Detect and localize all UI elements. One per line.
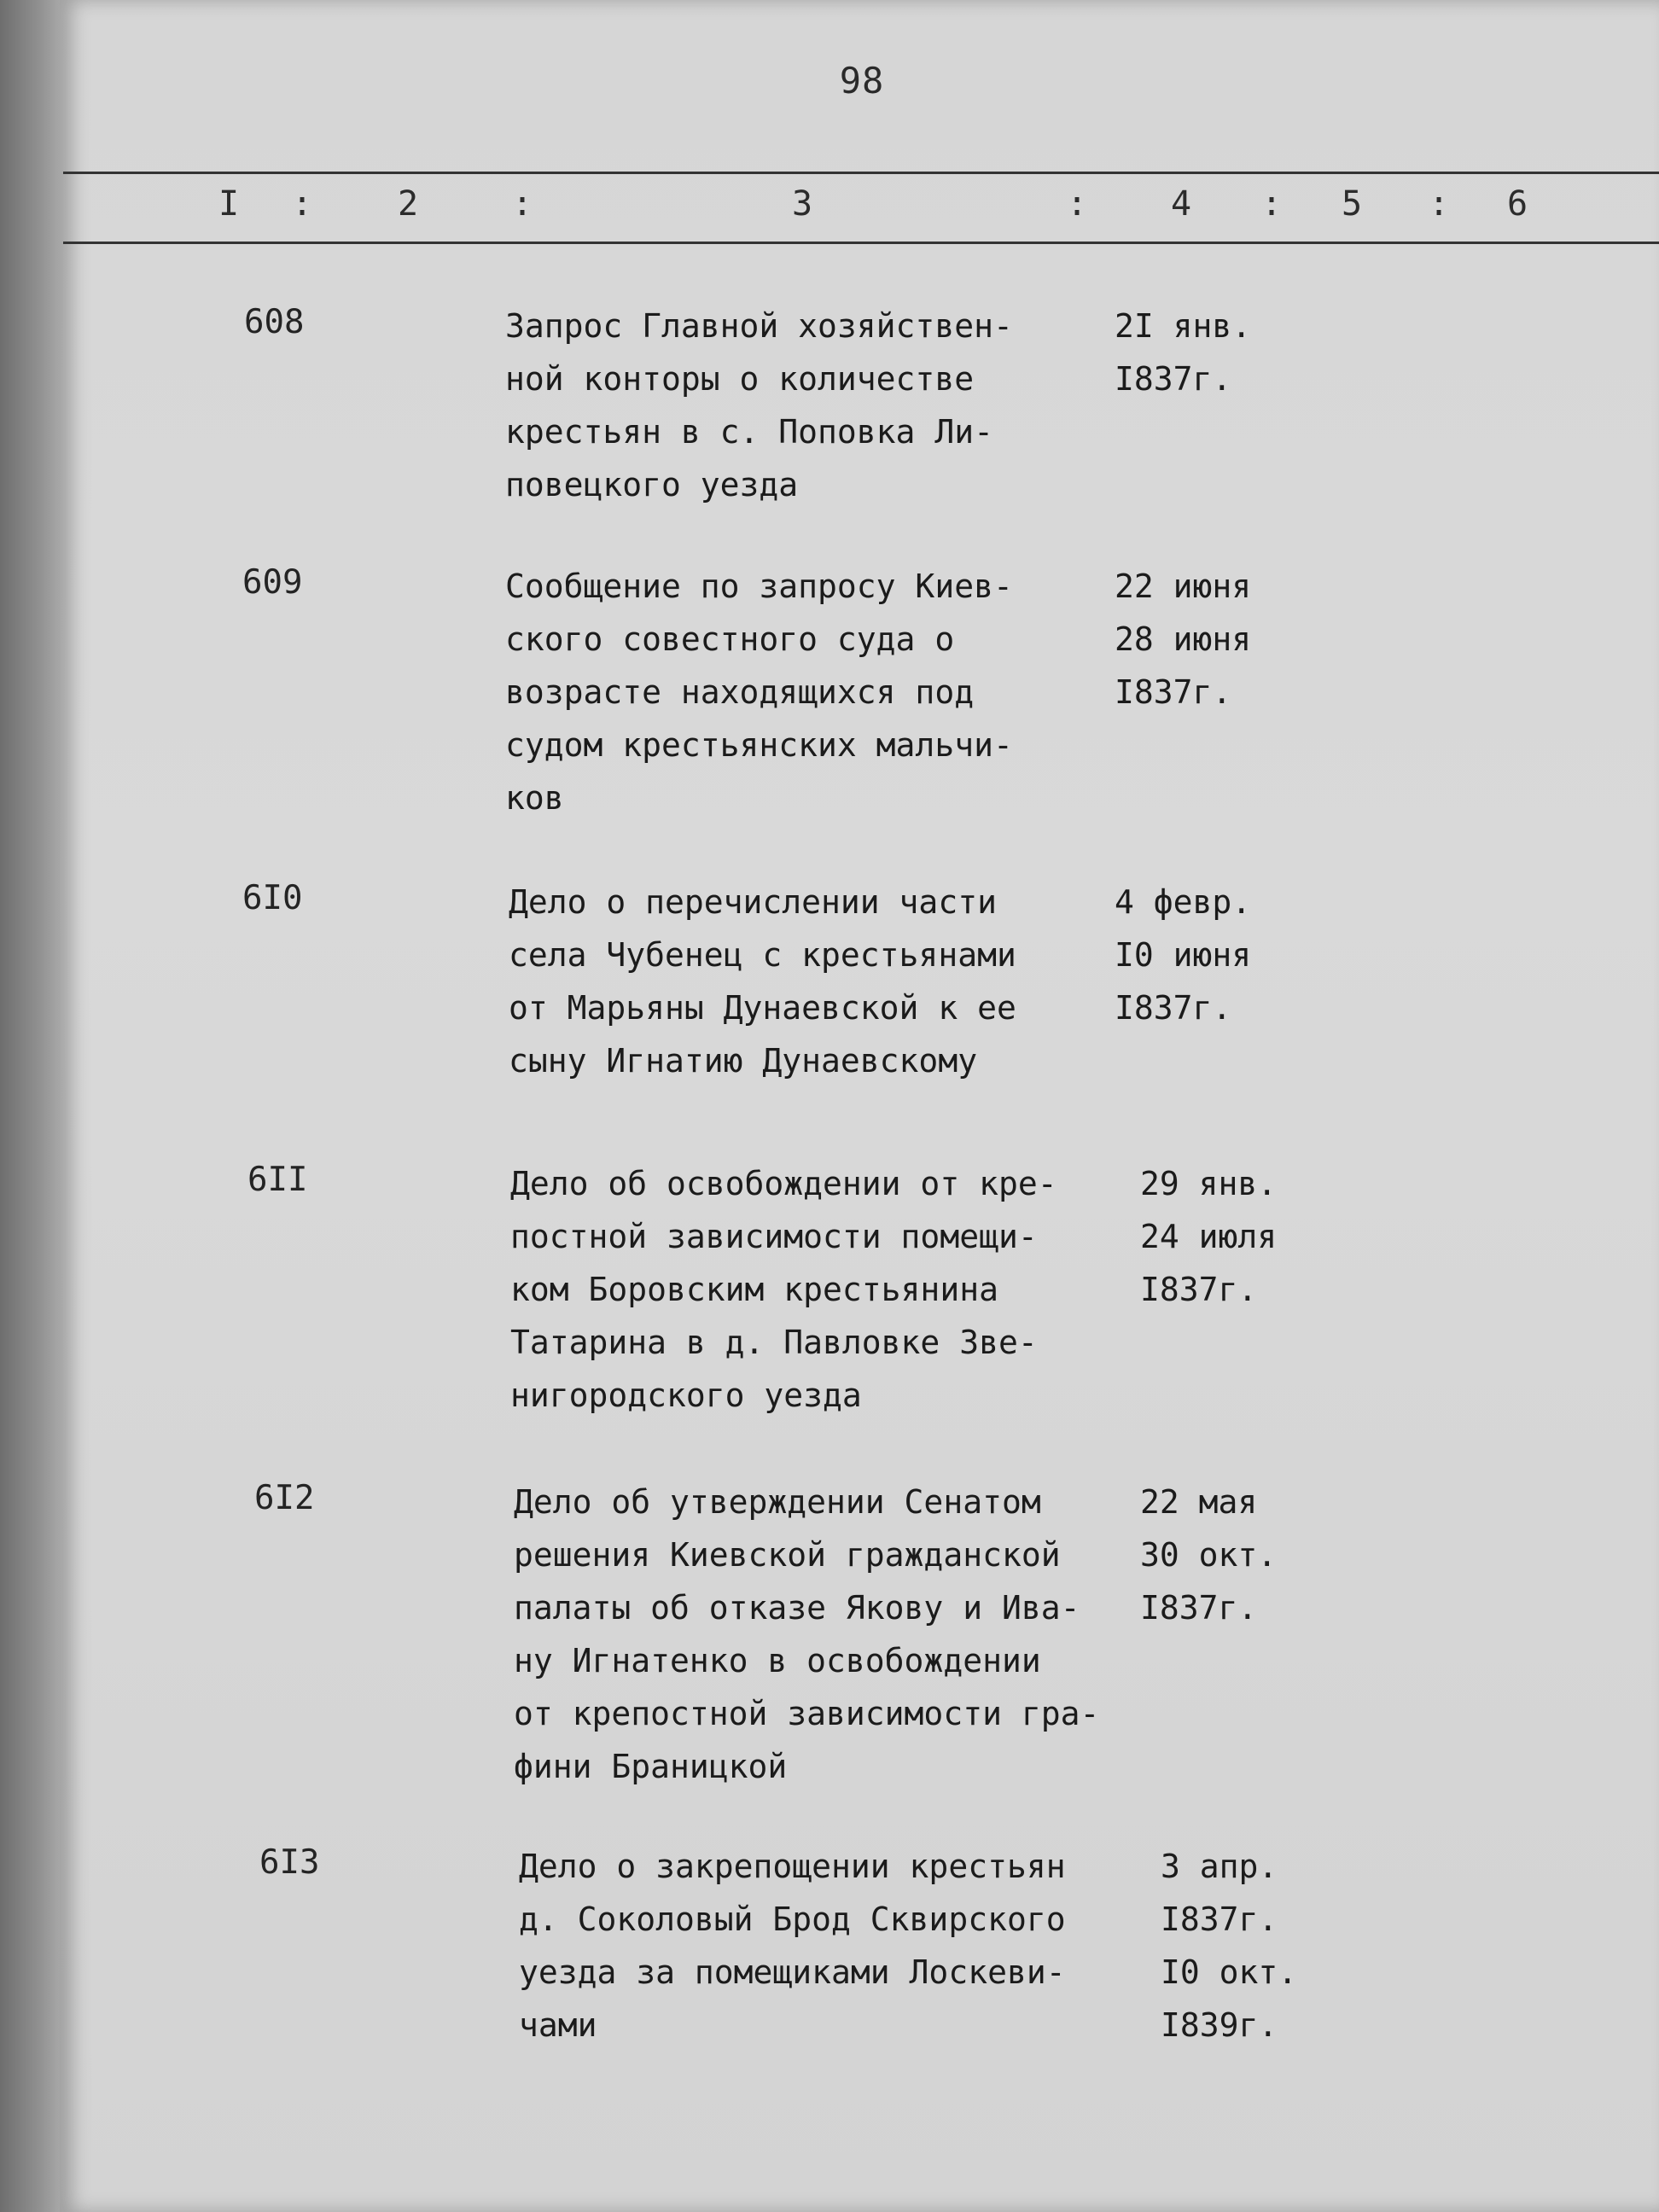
description-line: Татарина в д. Павловке Зве-	[510, 1324, 1038, 1361]
column-header-2: 2	[398, 184, 419, 224]
entry-dates	[1115, 300, 1251, 405]
column-headers	[60, 179, 1659, 239]
column-header-separator: :	[292, 184, 313, 224]
date-line: 24 июля	[1140, 1218, 1278, 1255]
description-line: села Чубенец с крестьянами	[509, 936, 1016, 974]
header-rule-bottom	[63, 242, 1659, 244]
date-line: 4 февр.	[1115, 883, 1252, 921]
column-header-6: 6	[1507, 184, 1528, 224]
entry-description	[505, 300, 1013, 511]
description-line: ной конторы о количестве	[505, 360, 975, 398]
date-line: 29 янв.	[1140, 1165, 1278, 1202]
date-line: I837г.	[1115, 673, 1232, 711]
description-line: Сообщение по запросу Киев-	[505, 568, 1013, 605]
header-rule-top	[63, 172, 1659, 174]
date-line: 3 апр.	[1161, 1848, 1278, 1885]
entry-description	[505, 560, 1013, 824]
date-line: 30 окт.	[1140, 1536, 1278, 1574]
column-header-separator: :	[1261, 184, 1283, 224]
description-line: Дело об утверждении Сенатом	[514, 1483, 1041, 1521]
entry-number: 6I0	[242, 879, 303, 917]
date-line: I0 июня	[1115, 936, 1252, 974]
date-line: I837г.	[1115, 360, 1232, 398]
column-header-separator: :	[512, 184, 533, 224]
description-line: крестьян в с. Поповка Ли-	[505, 413, 993, 451]
description-line: нигородского уезда	[510, 1377, 862, 1414]
date-line: I0 окт.	[1161, 1953, 1298, 1991]
date-line: I839г.	[1161, 2006, 1278, 2044]
description-line: палаты об отказе Якову и Ива-	[514, 1589, 1080, 1627]
description-line: Дело об освобождении от кре-	[510, 1165, 1057, 1202]
page-number: 98	[839, 60, 885, 102]
column-header-separator: :	[1429, 184, 1450, 224]
entry-dates	[1140, 1157, 1277, 1316]
description-line: уезда за помещиками Лоскеви-	[519, 1953, 1066, 1991]
entry-dates	[1140, 1476, 1277, 1634]
description-line: от Марьяны Дунаевской к ее	[509, 989, 1016, 1027]
description-line: фини Браницкой	[514, 1748, 788, 1785]
description-line: ского совестного суда о	[505, 620, 955, 658]
entry-dates	[1115, 876, 1251, 1034]
date-line: I837г.	[1161, 1901, 1278, 1938]
description-line: сыну Игнатию Дунаевскому	[509, 1042, 978, 1080]
entry-number: 609	[242, 563, 303, 602]
entry-dates	[1115, 560, 1251, 719]
date-line: I837г.	[1140, 1589, 1258, 1627]
book-binding	[0, 0, 68, 2212]
date-line: I837г.	[1140, 1271, 1258, 1308]
column-header-separator: :	[1067, 184, 1088, 224]
description-line: Запрос Главной хозяйствен-	[505, 307, 1013, 345]
description-line: повецкого уезда	[505, 466, 799, 504]
description-line: ком Боровским крестьянина	[510, 1271, 998, 1308]
description-line: ков	[505, 779, 564, 817]
date-line: 2I янв.	[1115, 307, 1252, 345]
entry-dates	[1161, 1840, 1297, 2052]
entry-number: 6I3	[259, 1843, 320, 1882]
description-line: решения Киевской гражданской	[514, 1536, 1061, 1574]
description-line: ну Игнатенко в освобождении	[514, 1642, 1041, 1679]
description-line: возрасте находящихся под	[505, 673, 975, 711]
description-line: судом крестьянских мальчи-	[505, 726, 1013, 764]
description-line: д. Соколовый Брод Сквирского	[519, 1901, 1066, 1938]
column-header-4: 4	[1171, 184, 1192, 224]
entry-number: 6I2	[254, 1479, 315, 1517]
entry-description	[510, 1157, 1057, 1422]
description-line: чами	[519, 2006, 597, 2044]
entry-description	[514, 1476, 1099, 1793]
description-line: Дело о закрепощении крестьян	[519, 1848, 1066, 1885]
date-line: 22 мая	[1140, 1483, 1258, 1521]
description-line: постной зависимости помещи-	[510, 1218, 1038, 1255]
entry-number: 6II	[247, 1161, 308, 1199]
date-line: 28 июня	[1115, 620, 1252, 658]
date-line: I837г.	[1115, 989, 1232, 1027]
description-line: от крепостной зависимости гра-	[514, 1695, 1100, 1732]
column-header-5: 5	[1342, 184, 1363, 224]
column-header-1: I	[218, 184, 240, 224]
entry-description	[519, 1840, 1066, 2052]
entry-description	[509, 876, 1016, 1087]
column-header-3: 3	[792, 184, 813, 224]
description-line: Дело о перечислении части	[509, 883, 997, 921]
document-page	[60, 0, 1659, 2212]
entry-number: 608	[244, 303, 305, 341]
date-line: 22 июня	[1115, 568, 1252, 605]
